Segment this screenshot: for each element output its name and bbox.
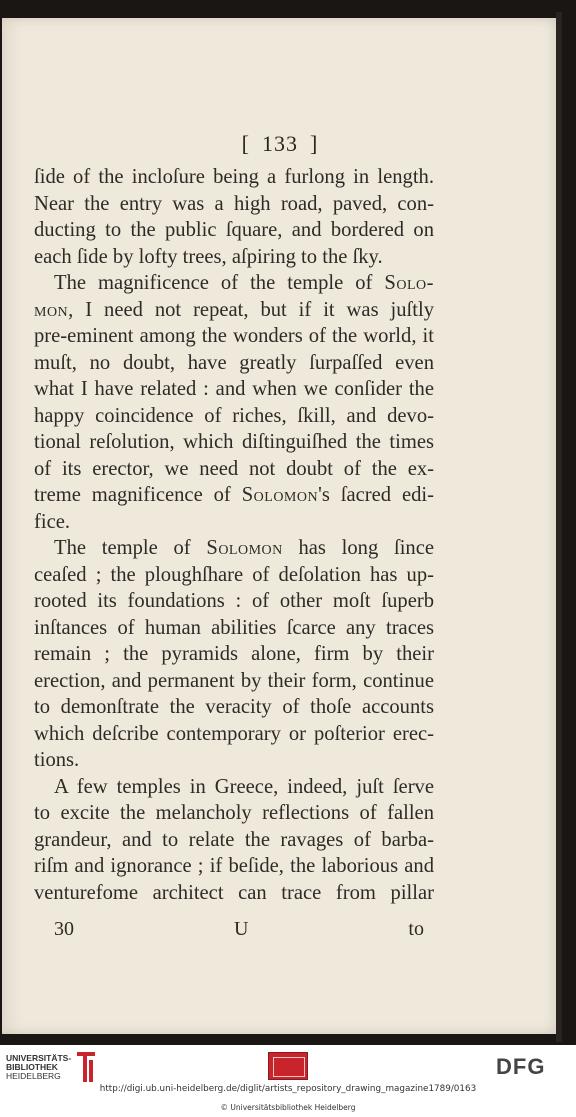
text-run: erection, and permanent by their form, continue [34,669,434,692]
text-run: Near the entry was a high road, paved, con- [34,192,434,215]
text-line [34,217,434,244]
text-line [34,350,434,377]
text-run: to excite the melancholy reflections of fallen [34,802,434,824]
text-line [34,191,434,218]
text-run: ducting to the public ſquare, and bordered on [34,219,434,241]
text-run: , I need not repeat, but if it was juſtly [68,298,434,321]
text-run: A few temples in Greece, indeed, juſt ſerve [54,775,434,798]
text-run: of its erector, we need not doubt of the ex- [34,457,434,480]
text-line [34,827,434,854]
text-run: fice. [34,510,71,533]
text-run: ceaſed ; the ploughſhare of deſolation has up- [34,563,434,586]
text-line [34,641,434,668]
text-run: treme magnificence of [34,484,242,506]
text-run: The magnificence of the temple of [54,272,385,294]
text-run: rooted its foundations : of other moſt ſuperb [34,590,434,612]
text-run: inſtances of human abilities ſcarce any traces [34,616,434,639]
text-run: to demonſtrate the veracity of thoſe accounts [34,696,434,718]
text-line [34,429,434,456]
text-run: which deſcribe contemporary or poſterior erec- [34,722,434,745]
catchword: to [408,918,424,940]
text-line [34,164,434,191]
text-line [34,482,434,509]
text-run: pre-eminent among the wonders of the world, it [34,325,434,347]
text-run: ſide of the incloſure being a furlong in length. [34,166,434,188]
text-line [34,615,434,642]
page-footer [34,918,434,941]
page-header [2,131,558,157]
digital-seal-icon[interactable] [268,1052,308,1080]
text-line [34,376,434,403]
bracket-open: [ [241,131,250,156]
text-line [34,297,434,324]
text-line [34,456,434,483]
text-line [34,774,434,801]
text-line [34,270,434,297]
bracket-close: ] [310,131,319,156]
text-run: what I have related : and when we conſider the [34,378,434,400]
text-line [34,694,434,721]
page-number: 133 [262,131,298,156]
text-run: venturefome architect can trace from pillar [34,881,434,904]
text-run: muſt, no doubt, have greatly ſurpaſſed even [34,351,434,374]
text-line [34,403,434,430]
page-edge [556,12,562,1042]
small-caps-name: mon [34,298,69,321]
signature: 30 [54,918,74,940]
library-name-line2: BIBLIOTHEK [6,1061,58,1072]
dfg-logo[interactable]: DFG [496,1054,546,1079]
text-line [34,509,434,536]
text-line [34,747,434,774]
text-line [34,562,434,589]
text-line [34,588,434,615]
text-run: happy coincidence of riches, ſkill, and devo- [34,404,434,427]
text-line [34,668,434,695]
source-url[interactable]: http://digi.ub.uni-heidelberg.de/diglit/artists_repository_drawing_magazine1789/0163 [99,1084,477,1094]
text-run: has long ſince [282,537,434,559]
book-page [2,18,558,1034]
text-run: tional reſolution, which diſtinguiſhed the times [34,431,434,453]
text-line [34,721,434,748]
text-run: each ſide by lofty trees, aſpiring to the ſky. [34,245,383,268]
text-run: riſm and ignorance ; if beſide, the laborious and [34,855,434,877]
library-name-line3: HEIDELBERG [6,1070,61,1081]
text-line [34,244,434,271]
page-body-text [34,164,434,906]
text-run: remain ; the pyramids alone, firm by their [34,643,434,665]
small-caps-name: Solo- [384,272,434,294]
small-caps-name: Solomon [206,537,283,559]
text-line [34,853,434,880]
library-mark-icon [75,1050,97,1084]
text-line [34,323,434,350]
copyright-notice: © Universitätsbibliothek Heidelberg [220,1103,356,1112]
text-run: The temple of [54,537,207,559]
text-line [34,800,434,827]
text-line [34,535,434,562]
text-run: tions. [34,749,80,771]
library-logo[interactable] [6,1050,97,1084]
text-run: 's ſacred edi- [318,484,434,506]
small-caps-name: Solomon [241,484,319,506]
library-name-line1: UNIVERSITÄTS- [6,1052,72,1063]
signature-mark: U [233,918,249,940]
text-run: grandeur, and to relate the ravages of barba- [34,828,434,851]
text-line [34,880,434,907]
